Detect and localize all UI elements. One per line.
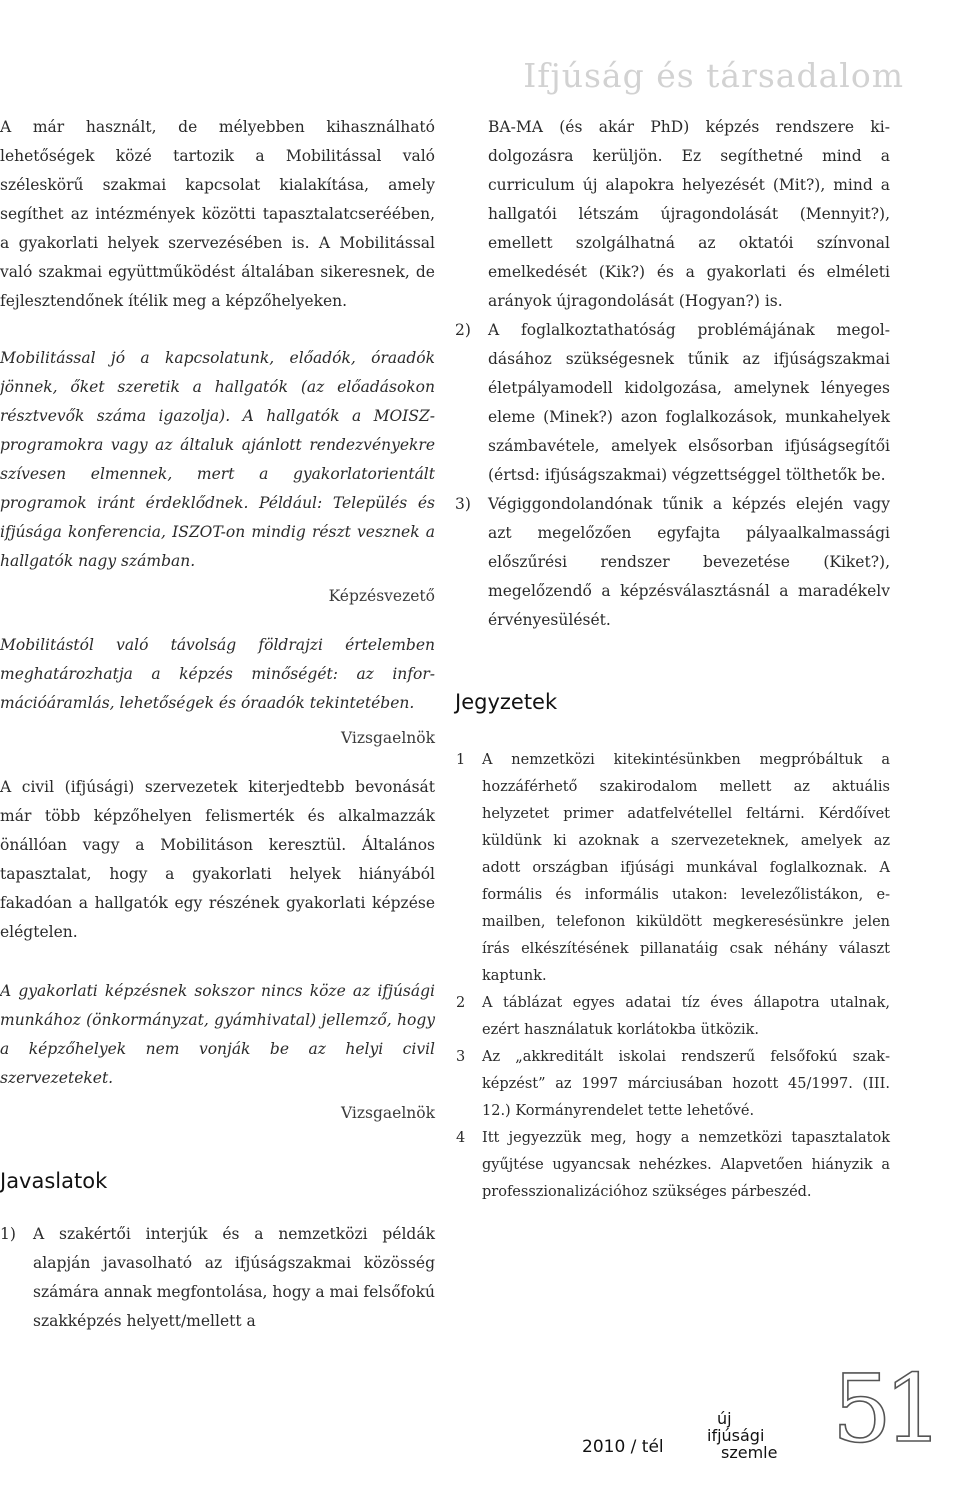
endnote: [455, 990, 890, 1044]
recommendation-list-continued: [455, 113, 890, 635]
interview-quote: Mobilitással jó a kapcsolatunk, előadók, óraadók jönnek, őket szeretik a hallgatók (az előadásokon résztvevők száma igazolja). A hallgatók a MOISZ-programokra vagy az általuk ajánlott rendezvényekre szívesen elmennek, mert a gyakorlatorientált programok iránt érdeklődnek. Például: Település és ifjúsága konferencia, ISZOT-on mindig részt vesznek a hallgatók nagy számban.: [0, 349, 435, 570]
list-item: [455, 316, 890, 490]
magazine-logo: [707, 1410, 777, 1461]
list-item-text: Végiggondolandónak tűnik a képzés elején vagy azt megelőzően egyfajta pályaalkalmassági előszűrési rendszer bevezetése (Kiket?), megelőzendő a képzésválasztásnál a maradékelv érvényesülését.: [488, 495, 890, 629]
recommendation-list: [0, 1220, 435, 1336]
endnotes-list: [455, 747, 890, 1206]
body-paragraph: A civil (ifjúsági) szervezetek kiterjedtebb bevonását már több képzőhelyen felismerték és alkalmazzák önállóan vagy a Mobilitáson keresztül. Általános tapasztalat, hogy a gyakorlati helyek hiányából fakadóan a hallgatók egy részének gyakorlati képzése elégtelen.: [0, 778, 435, 941]
endnote-text: Itt jegyezzük meg, hogy a nemzetközi tapasztalatok gyűjtése ugyancsak nehézkes. Alapvetően hiányzik a professzionalizációhoz szükséges párbeszéd.: [482, 1130, 890, 1200]
interview-quote: Mobilitástól való távolság földrajzi értelemben meghatározhatja a képzés minőségét: az információáramlás, lehetőségek és óraadók tekintetében.: [0, 636, 435, 712]
endnote: [455, 1044, 890, 1125]
endnote: [455, 747, 890, 990]
endnote-text: A táblázat egyes adatai tíz éves állapotra utalnak, ezért használatuk korlátokba ütközik.: [482, 995, 890, 1038]
list-item: [0, 1220, 435, 1336]
interview-quote: A gyakorlati képzésnek sokszor nincs köze az ifjúsági munkához (önkormányzat, gyámhivatal) jellemző, hogy a képzőhelyek nem vonják be az helyi civil szervezeteket.: [0, 982, 435, 1087]
page-number: 51: [832, 1355, 936, 1464]
list-item-text: A szakértői interjúk és a nemzetközi példák alapján javasolható az ifjúságszakmai közösség számára annak megfontolása, hogy a mai felsőfokú szakképzés helyett/mellett a: [33, 1225, 435, 1330]
left-column: [0, 113, 435, 1336]
endnote-number: 1: [456, 752, 466, 768]
endnote-number: 2: [456, 995, 466, 1011]
endnote-text: A nemzetközi kitekintésünkben megpróbáltuk a hozzáférhető szakirodalom mellett az aktuális helyzetet primer adatfelvétellel feltárni. Kérdőívet küldünk ki azoknak a szervezeteknek, amelyek az adott országban ifjúsági munkával foglalkoznak. A formális és informális utakon: levelezőlistákon, e-mailben, telefonon kiküldött megkeresésünkre jelen írás elkészítésének pillanatáig csak néhány választ kaptunk.: [482, 752, 890, 984]
body-paragraph: A már használt, de mélyebben kihasználható lehetőségek közé tartozik a Mobilitással való széleskörű szakmai kapcsolat kialakítása, amely segíthet az intézmények közötti tapasztalatcseréében, a gyakorlati helyek szervezésében is. A Mobilitással való szakmai együttműködést általában sikeresnek, de fejlesztendőnek ítélik meg a képzőhelyeken.: [0, 118, 435, 310]
section-heading-jegyzetek: Jegyzetek: [455, 690, 558, 714]
endnote: [455, 1125, 890, 1206]
list-number: 3): [455, 495, 471, 513]
list-item: [455, 490, 890, 635]
magazine-logo-line: ifjúsági: [707, 1426, 765, 1445]
list-number: 1): [0, 1225, 16, 1243]
right-column: [455, 113, 890, 1206]
section-heading-javaslatok: Javaslatok: [0, 1169, 108, 1193]
magazine-logo-line: szemle: [721, 1443, 778, 1462]
issue-label: 2010 / tél: [582, 1437, 664, 1457]
quote-attribution: Képzésvezető: [328, 587, 435, 605]
list-number: 2): [455, 321, 471, 339]
magazine-logo-line: új: [717, 1409, 732, 1428]
running-header: Ifjúság és társadalom: [523, 56, 904, 95]
list-item-text: BA-MA (és akár PhD) képzés rendszere kidolgozásra kerüljön. Ez segíthetné mind a curriculum új alapokra helyezését (Mit?), mind a hallgatói létszám újragondolását (Mennyit?), emellett szolgálhatná az oktatói színvonal emelkedését (Kik?) és a gyakorlati és elméleti arányok újragondolását (Hogyan?) is.: [488, 118, 890, 310]
quote-attribution: Vizsgaelnök: [341, 1104, 435, 1122]
endnote-text: Az „akkreditált iskolai rendszerű felsőfokú szakképzést” az 1997 márciusában hozott 45/1997. (III. 12.) Kormányrendelet tette lehetővé.: [482, 1049, 890, 1119]
list-item: [455, 113, 890, 316]
list-item-text: A foglalkoztathatóság problémájának megoldásához szükségesnek tűnik az ifjúságszakmai életpályamodell kidolgozása, amelynek lényeges eleme (Minek?) azon foglalkozások, munkahelyek számbavétele, amelyek elsősorban ifjúságsegítői (értsd: ifjúságszakmai) végzettséggel tölthetők be.: [488, 321, 890, 484]
endnote-number: 3: [456, 1049, 466, 1065]
endnote-number: 4: [456, 1130, 466, 1146]
quote-attribution: Vizsgaelnök: [341, 729, 435, 747]
